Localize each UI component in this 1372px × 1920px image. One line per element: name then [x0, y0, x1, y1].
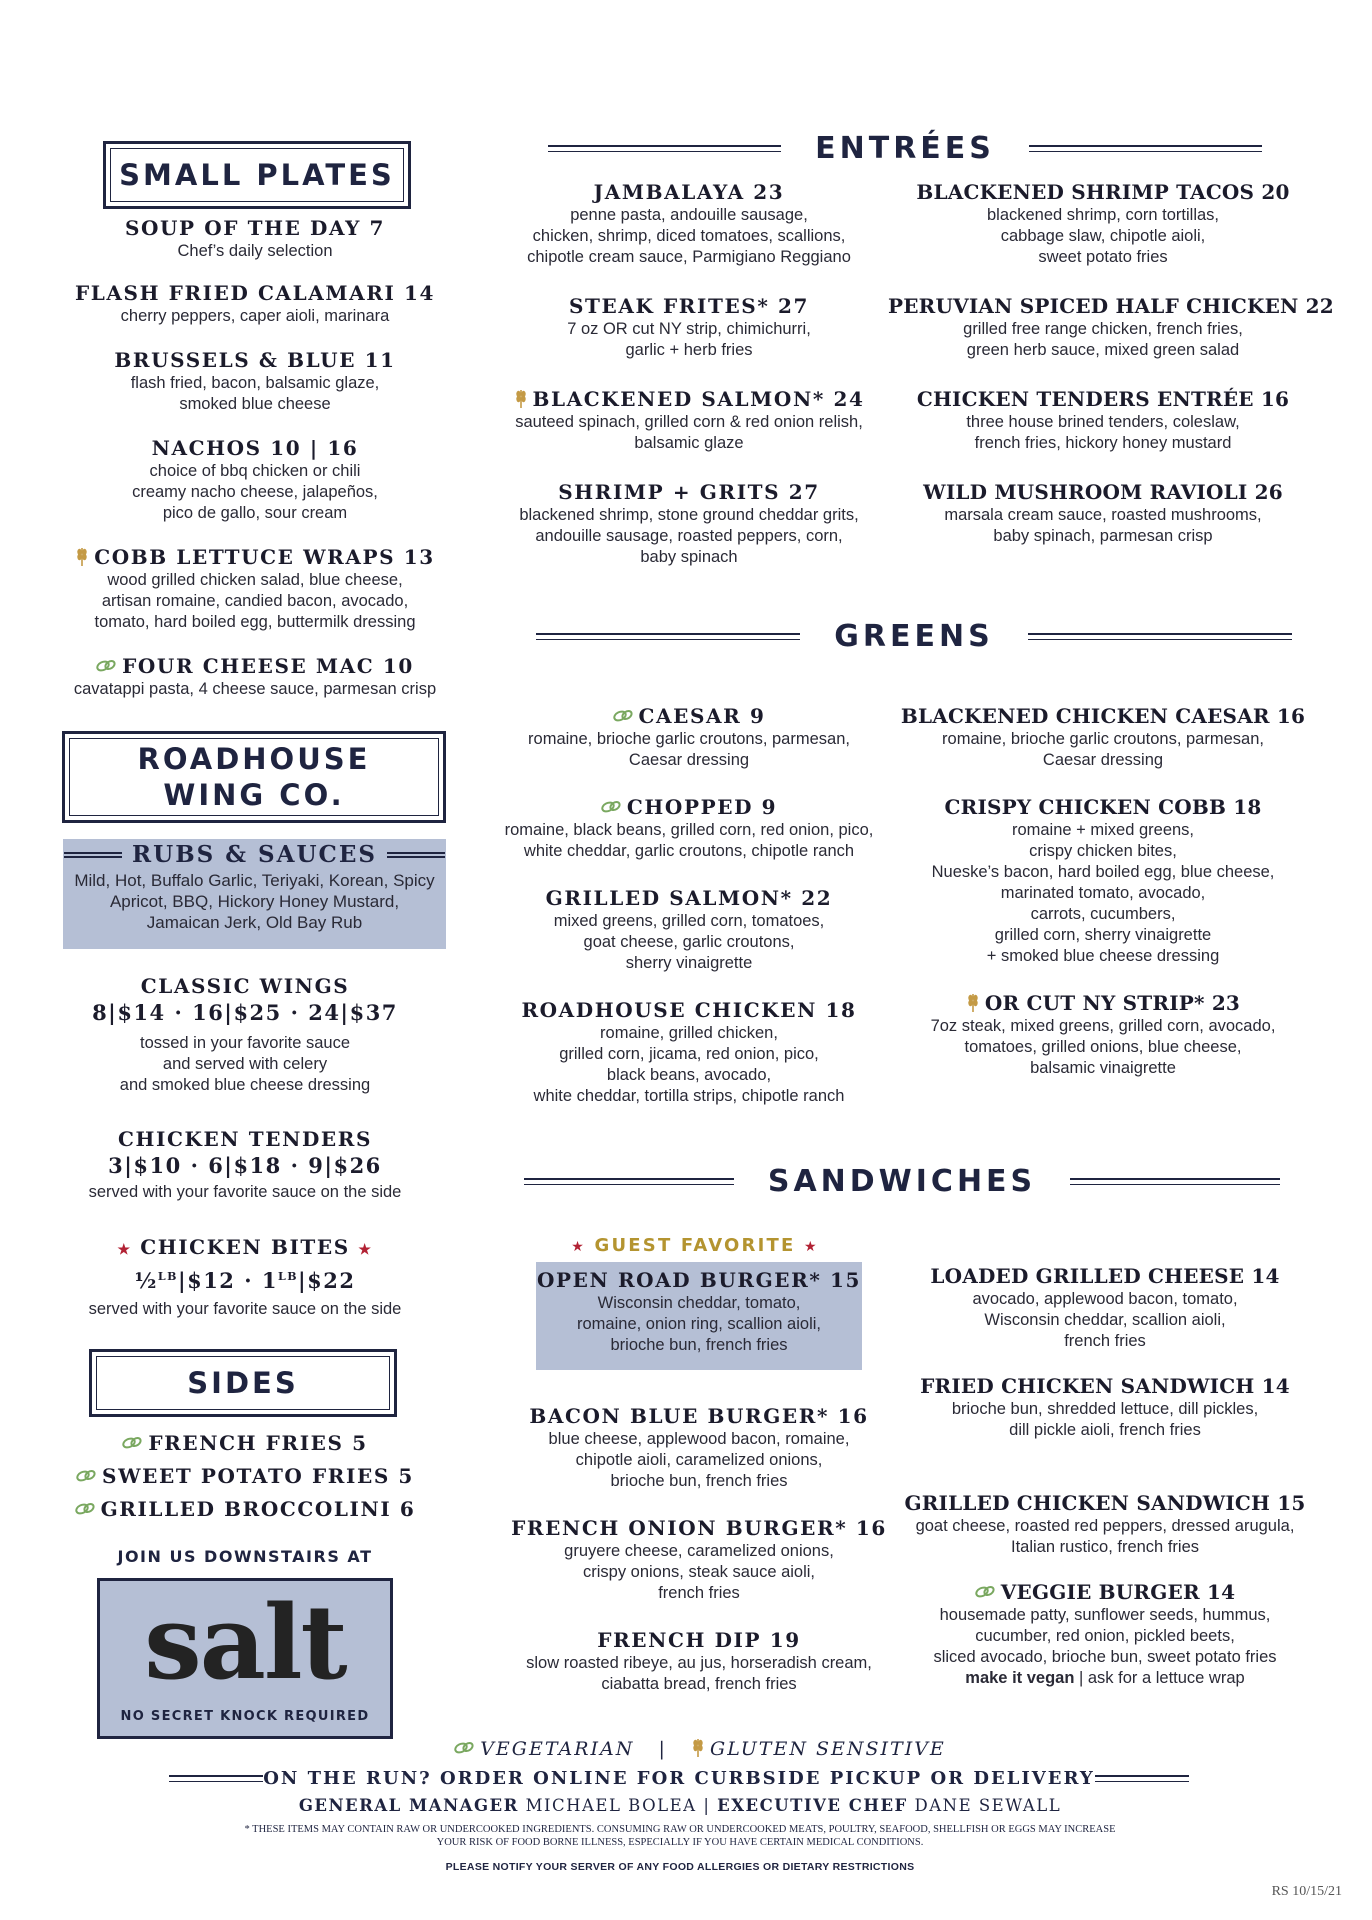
disclaimer: * THESE ITEMS MAY CONTAIN RAW OR UNDERCOOKED INGREDIENTS. CONSUMING RAW OR UNDERCOOKED MEATS, POULTRY, SEAFOOD, SHELLFISH OR EGGS MAY INCREASE YOUR RISK OF FOOD BORNE ILLNESS, ESPECIALLY IF YOU HAVE CERTAIN MEDICAL CONDITIONS. — [244, 1824, 1116, 1848]
menu-item-description: romaine + mixed greens, crispy chicken bites, Nueske’s bacon, hard boiled egg, blue cheese, marinated tomato, avocado, carrots, cucumbers, grilled corn, sherry vinaigrette + smoked blue cheese dressing — [931, 821, 1275, 965]
star-icon: ★ — [117, 1242, 132, 1258]
guest-favorite: ★ GUEST FAVORITE ★ — [571, 1235, 819, 1256]
entrees-right — [888, 180, 1334, 547]
roadhouse-heading: ROADHOUSE WING CO. — [62, 731, 446, 823]
allergy-notice: PLEASE NOTIFY YOUR SERVER OF ANY FOOD ALLERGIES OR DIETARY RESTRICTIONS — [445, 1861, 915, 1873]
greens-heading: GREENS — [536, 619, 1292, 654]
menu-item-description: brioche bun, shredded lettuce, dill pickles, dill pickle aioli, french fries — [951, 1400, 1259, 1439]
greens-left — [494, 704, 884, 1107]
menu-item-description: cavatappi pasta, 4 cheese sauce, parmesan crisp — [73, 680, 437, 698]
wheat-icon — [966, 991, 980, 1013]
menu-item-name: COBB LETTUCE WRAPS 13 — [60, 545, 450, 570]
leaf-icon — [122, 1436, 142, 1450]
menu-item-description: housemade patty, sunflower seeds, hummus, cucumber, red onion, pickled beets, sliced avocado, brioche bun, sweet potato fries make it vegan | ask for a lettuce wrap — [890, 1605, 1320, 1689]
menu-item-name: GRILLED CHICKEN SANDWICH 15 — [904, 1491, 1306, 1515]
menu-item-description: Chef’s daily selection — [177, 242, 333, 260]
sides-list — [60, 1431, 430, 1530]
menu-item-name: CRISPY CHICKEN COBB 18 — [944, 795, 1262, 819]
menu-item — [888, 480, 1318, 547]
menu-item — [60, 654, 450, 700]
menu-item — [890, 1374, 1320, 1441]
legend: VEGETARIAN | GLUTEN SENSITIVE — [300, 1738, 1100, 1761]
entrees-heading: ENTRÉES — [548, 131, 1262, 166]
greens-right — [888, 704, 1318, 1079]
wheat-icon — [691, 1736, 705, 1758]
menu-item — [888, 991, 1318, 1079]
menu-item-description: gruyere cheese, caramelized onions, crispy onions, steak sauce aioli, french fries — [564, 1542, 834, 1602]
menu-item-description: blackened shrimp, corn tortillas, cabbage slaw, chipotle aioli, sweet potato fries — [986, 206, 1219, 266]
menu-item-name: GRILLED SALMON* 22 — [545, 886, 833, 910]
menu-item-name: VEGGIE BURGER 14 — [890, 1580, 1320, 1605]
menu-item-name: BLACKENED SALMON* 24 — [494, 387, 884, 412]
menu-item-description: 7 oz OR cut NY strip, chimichurri, garlic + herb fries — [567, 320, 811, 359]
star-icon: ★ — [358, 1242, 373, 1258]
menu-item-description: romaine, black beans, grilled corn, red onion, pico, white cheddar, garlic croutons, chipotle ranch — [504, 821, 874, 860]
vegan-option: make it vegan | ask for a lettuce wrap — [965, 1669, 1245, 1687]
chicken-tenders-wings: CHICKEN TENDERS 3|$10 · 6|$18 · 9|$26 served with your favorite sauce on the side — [88, 1127, 402, 1201]
menu-item-name: BRUSSELS & BLUE 11 — [114, 348, 396, 372]
menu-item-description: romaine, brioche garlic croutons, parmesan, Caesar dressing — [942, 730, 1264, 769]
order-online-banner: ON THE RUN? ORDER ONLINE FOR CURBSIDE PICKUP OR DELIVERY — [169, 1768, 1189, 1789]
sides-heading: SIDES — [89, 1349, 397, 1417]
side-item: SWEET POTATO FRIES 5 — [60, 1464, 430, 1489]
side-item: FRENCH FRIES 5 — [60, 1431, 430, 1456]
rubs-sauces-title: RUBS & SAUCES — [132, 841, 377, 868]
small-plates-list — [60, 216, 450, 700]
menu-item-description: goat cheese, roasted red peppers, dressed arugula, Italian rustico, french fries — [915, 1517, 1295, 1556]
menu-item-name: ROADHOUSE CHICKEN 18 — [521, 998, 857, 1022]
menu-item — [60, 281, 450, 327]
menu-item-description: penne pasta, andouille sausage, chicken, shrimp, diced tomatoes, scallions, chipotle cream sauce, Parmigiano Reggiano — [527, 206, 851, 266]
menu-item-name: NACHOS 10 | 16 — [151, 436, 359, 460]
leaf-icon — [601, 800, 621, 814]
menu-item — [494, 180, 884, 268]
menu-item-name: STEAK FRITES* 27 — [568, 294, 810, 318]
menu-item-name: FRENCH DIP 19 — [597, 1628, 801, 1652]
menu-item — [494, 886, 884, 974]
menu-item-name: FRIED CHICKEN SANDWICH 14 — [920, 1374, 1290, 1398]
menu-item — [888, 387, 1318, 454]
menu-item-description: flash fried, bacon, balsamic glaze, smoked blue cheese — [130, 374, 380, 413]
menu-item-name: FOUR CHEESE MAC 10 — [60, 654, 450, 679]
leaf-icon — [76, 1469, 96, 1483]
menu-item — [888, 180, 1318, 268]
menu-item — [890, 1491, 1320, 1558]
leaf-icon — [96, 659, 116, 673]
menu-item-name: LOADED GRILLED CHEESE 14 — [930, 1264, 1280, 1288]
menu-item-description: choice of bbq chicken or chili creamy nacho cheese, jalapeños, pico de gallo, sour cream — [132, 462, 378, 522]
menu-item — [890, 1264, 1320, 1352]
menu-item-description: romaine, brioche garlic croutons, parmesan, Caesar dressing — [528, 730, 850, 769]
menu-item-description: blue cheese, applewood bacon, romaine, chipotle aioli, caramelized onions, brioche bun, french fries — [548, 1430, 850, 1490]
side-item: GRILLED BROCCOLINI 6 — [60, 1497, 430, 1522]
wheat-icon — [514, 387, 528, 409]
menu-item-name: OR CUT NY STRIP* 23 — [888, 991, 1318, 1016]
menu-item — [494, 704, 884, 771]
menu-item — [60, 545, 450, 633]
sandwiches-right — [890, 1264, 1320, 1689]
leaf-icon — [975, 1585, 995, 1599]
leaf-icon — [75, 1502, 95, 1516]
menu-item — [60, 348, 450, 415]
menu-item — [60, 216, 450, 262]
menu-item-name: BLACKENED CHICKEN CAESAR 16 — [900, 704, 1306, 728]
menu-item — [494, 1628, 904, 1695]
menu-item — [494, 1404, 904, 1492]
menu-item — [888, 294, 1334, 361]
menu-item-description: sauteed spinach, grilled corn & red onion relish, balsamic glaze — [515, 413, 863, 452]
menu-item-description: romaine, grilled chicken, grilled corn, jicama, red onion, pico, black beans, avocado, white cheddar, tortilla strips, chipotle ranch — [533, 1024, 845, 1105]
management-credits: GENERAL MANAGER MICHAEL BOLEA | EXECUTIVE CHEF DANE SEWALL — [298, 1796, 1062, 1815]
menu-item-description: grilled free range chicken, french fries, green herb sauce, mixed green salad — [963, 320, 1243, 359]
entrees-left — [494, 180, 884, 568]
menu-item-name: SHRIMP + GRITS 27 — [558, 480, 820, 504]
menu-item — [494, 294, 884, 361]
menu-item-description: 7oz steak, mixed greens, grilled corn, avocado, tomatoes, grilled onions, blue cheese, balsamic vinaigrette — [930, 1017, 1276, 1077]
menu-item — [888, 704, 1318, 771]
menu-item-name: SOUP OF THE DAY 7 — [124, 216, 386, 240]
rubs-sauces-list: Mild, Hot, Buffalo Garlic, Teriyaki, Korean, Spicy Apricot, BBQ, Hickory Honey Mustard, Jamaican Jerk, Old Bay Rub — [74, 871, 435, 932]
revision-code: RS 10/15/21 — [1271, 1884, 1342, 1899]
menu-item-name: BACON BLUE BURGER* 16 — [529, 1404, 869, 1428]
menu-item-name: CHICKEN TENDERS ENTRÉE 16 — [916, 387, 1290, 411]
menu-item — [494, 480, 884, 568]
menu-item-name: FRENCH ONION BURGER* 16 — [511, 1516, 887, 1540]
menu-item-name: JAMBALAYA 23 — [593, 180, 785, 204]
menu-item-description: mixed greens, grilled corn, tomatoes, goat cheese, garlic croutons, sherry vinaigrette — [553, 912, 825, 972]
small-plates-heading: SMALL PLATES — [103, 141, 411, 209]
menu-item-description: avocado, applewood bacon, tomato, Wisconsin cheddar, scallion aioli, french fries — [972, 1290, 1238, 1350]
star-icon: ★ — [571, 1239, 587, 1255]
rubs-sauces-band — [63, 839, 446, 949]
menu-item — [494, 998, 884, 1107]
classic-wings: CLASSIC WINGS 8|$14 · 16|$25 · 24|$37 tossed in your favorite sauce and served with celery and smoked blue cheese dressing — [92, 974, 398, 1094]
salt-logo: salt — [144, 1583, 346, 1703]
menu-item-description: cherry peppers, caper aioli, marinara — [120, 307, 390, 325]
menu-item-description: marsala cream sauce, roasted mushrooms, baby spinach, parmesan crisp — [944, 506, 1262, 545]
star-icon: ★ — [803, 1239, 819, 1255]
wheat-icon — [75, 545, 89, 567]
leaf-icon — [613, 709, 633, 723]
menu-item-name: WILD MUSHROOM RAVIOLI 26 — [923, 480, 1283, 504]
salt-join: JOIN US DOWNSTAIRS AT — [117, 1547, 373, 1566]
menu-item-name: FLASH FRIED CALAMARI 14 — [74, 281, 436, 305]
menu-item — [494, 1516, 904, 1604]
sandwiches-heading: SANDWICHES — [524, 1164, 1280, 1199]
menu-item-name: PERUVIAN SPICED HALF CHICKEN 22 — [888, 294, 1334, 318]
menu-item — [60, 436, 450, 524]
menu-item-name: CAESAR 9 — [494, 704, 884, 729]
menu-item — [494, 795, 884, 862]
menu-item-description: blackened shrimp, stone ground cheddar grits, andouille sausage, roasted peppers, corn, baby spinach — [519, 506, 859, 566]
menu-item — [890, 1580, 1320, 1689]
menu-item-description: wood grilled chicken salad, blue cheese, artisan romaine, candied bacon, avocado, tomato, hard boiled egg, buttermilk dressing — [94, 571, 416, 631]
leaf-icon — [454, 1741, 474, 1755]
sandwiches-left — [494, 1404, 904, 1695]
chicken-bites: ★ CHICKEN BITES ★ ½$^{LB}$|$12 · $1^{LB}|\$22$ served with your favorite sauce on the side — [88, 1235, 402, 1318]
featured-burger-band: OPEN ROAD BURGER* 15 Wisconsin cheddar, tomato, romaine, onion ring, scallion aioli, brioche bun, french fries — [536, 1262, 862, 1370]
menu-item-name: BLACKENED SHRIMP TACOS 20 — [916, 180, 1290, 204]
menu-item-description: three house brined tenders, coleslaw, french fries, hickory honey mustard — [966, 413, 1240, 452]
menu-item — [888, 795, 1318, 967]
menu-item-description: slow roasted ribeye, au jus, horseradish cream, ciabatta bread, french fries — [526, 1654, 872, 1693]
menu-item — [494, 387, 884, 454]
menu-item-name: CHOPPED 9 — [494, 795, 884, 820]
salt-logo-box: salt NO SECRET KNOCK REQUIRED — [97, 1578, 393, 1739]
